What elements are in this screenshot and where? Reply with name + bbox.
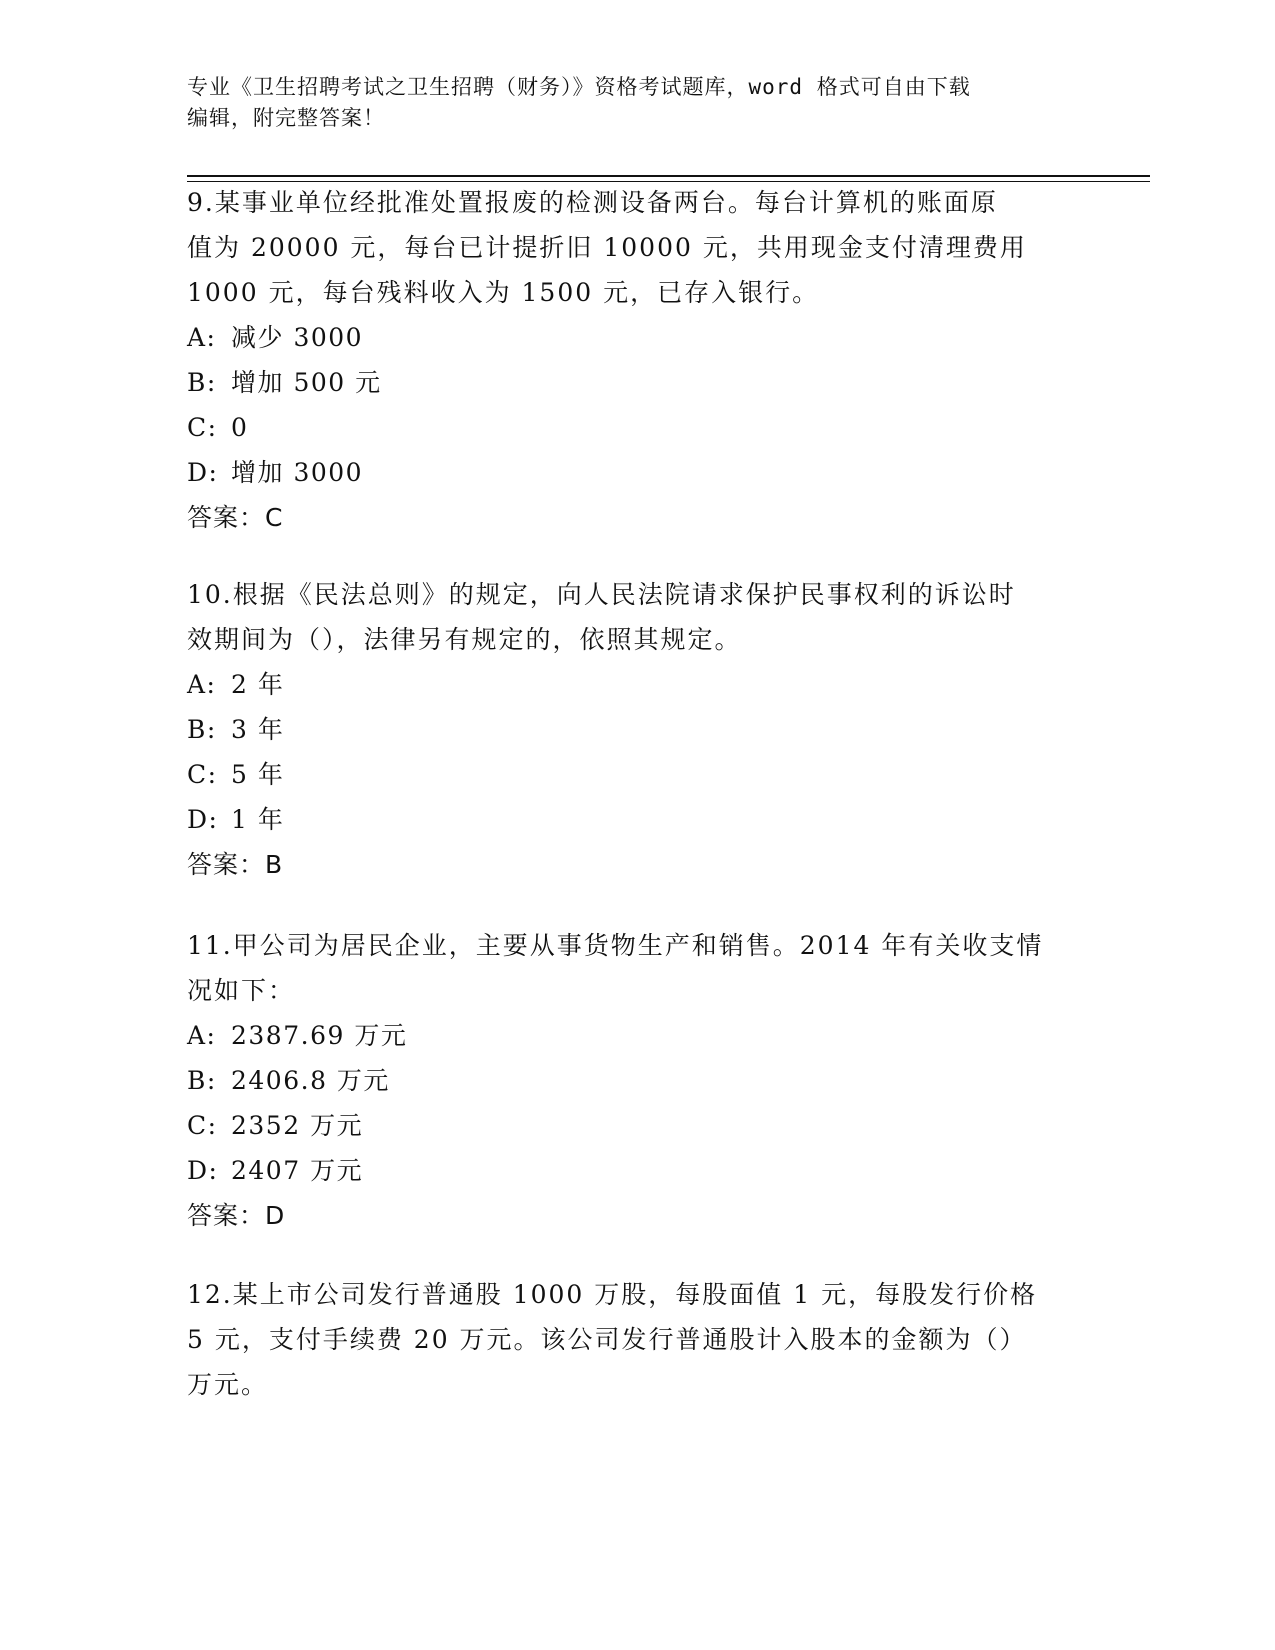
option-key: C:: [187, 1111, 218, 1140]
option-text: 减少 3000: [231, 323, 364, 352]
option-key: A:: [187, 1021, 217, 1050]
option-b: [187, 360, 1087, 405]
option-d: [187, 450, 1087, 495]
question-11: [187, 923, 1087, 1238]
option-c: [187, 1103, 1087, 1148]
option-text: 增加 500 元: [231, 368, 382, 397]
question-line: 5 元，支付手续费 20 万元。该公司发行普通股计入股本的金额为（）: [187, 1325, 1027, 1354]
question-12: [187, 1272, 1087, 1407]
option-key: A:: [187, 323, 217, 352]
question-line: 10.根据《民法总则》的规定，向人民法院请求保护民事权利的诉讼时: [187, 580, 1016, 609]
option-key: C:: [187, 760, 218, 789]
option-text: 0: [231, 413, 249, 442]
question-line: 值为 20000 元，每台已计提折旧 10000 元，共用现金支付清理费用: [187, 233, 1027, 262]
option-a: [187, 662, 1087, 707]
option-key: D:: [187, 805, 219, 834]
option-text: 2407 万元: [231, 1156, 364, 1185]
question-line: 9.某事业单位经批准处置报废的检测设备两台。每台计算机的账面原: [187, 188, 998, 217]
question-line: 12.某上市公司发行普通股 1000 万股，每股面值 1 元，每股发行价格: [187, 1280, 1038, 1309]
document-header: [187, 72, 1067, 134]
option-key: B:: [187, 368, 217, 397]
option-key: B:: [187, 715, 217, 744]
question-line: 况如下：: [187, 976, 296, 1005]
option-text: 增加 3000: [231, 458, 364, 487]
question-10: [187, 572, 1087, 887]
option-d: [187, 1148, 1087, 1193]
option-c: [187, 752, 1087, 797]
option-text: 2352 万元: [231, 1111, 364, 1140]
option-b: [187, 1058, 1087, 1103]
option-a: [187, 315, 1087, 360]
option-b: [187, 707, 1087, 752]
option-key: A:: [187, 670, 217, 699]
answer-line: 答案：D: [187, 1201, 286, 1230]
option-text: 1 年: [231, 805, 285, 834]
header-line-1: 专业《卫生招聘考试之卫生招聘（财务）》资格考试题库，word 格式可自由下载: [187, 75, 971, 99]
question-line: 万元。: [187, 1370, 269, 1399]
question-9: [187, 180, 1087, 540]
option-text: 5 年: [231, 760, 285, 789]
option-key: B:: [187, 1066, 217, 1095]
option-d: [187, 797, 1087, 842]
answer-line: 答案：B: [187, 850, 284, 879]
answer-line: 答案：C: [187, 503, 284, 532]
option-key: C:: [187, 413, 218, 442]
header-divider-thick: [187, 175, 1150, 177]
option-text: 2406.8 万元: [231, 1066, 390, 1095]
question-line: 效期间为（），法律另有规定的，依照其规定。: [187, 625, 742, 654]
option-key: D:: [187, 458, 219, 487]
header-line-2: 编辑，附完整答案！: [187, 106, 385, 130]
option-text: 2387.69 万元: [231, 1021, 408, 1050]
option-key: D:: [187, 1156, 219, 1185]
option-c: [187, 405, 1087, 450]
option-a: [187, 1013, 1087, 1058]
question-line: 1000 元，每台残料收入为 1500 元，已存入银行。: [187, 278, 820, 307]
option-text: 2 年: [231, 670, 285, 699]
option-text: 3 年: [231, 715, 285, 744]
question-line: 11.甲公司为居民企业，主要从事货物生产和销售。2014 年有关收支情: [187, 931, 1044, 960]
